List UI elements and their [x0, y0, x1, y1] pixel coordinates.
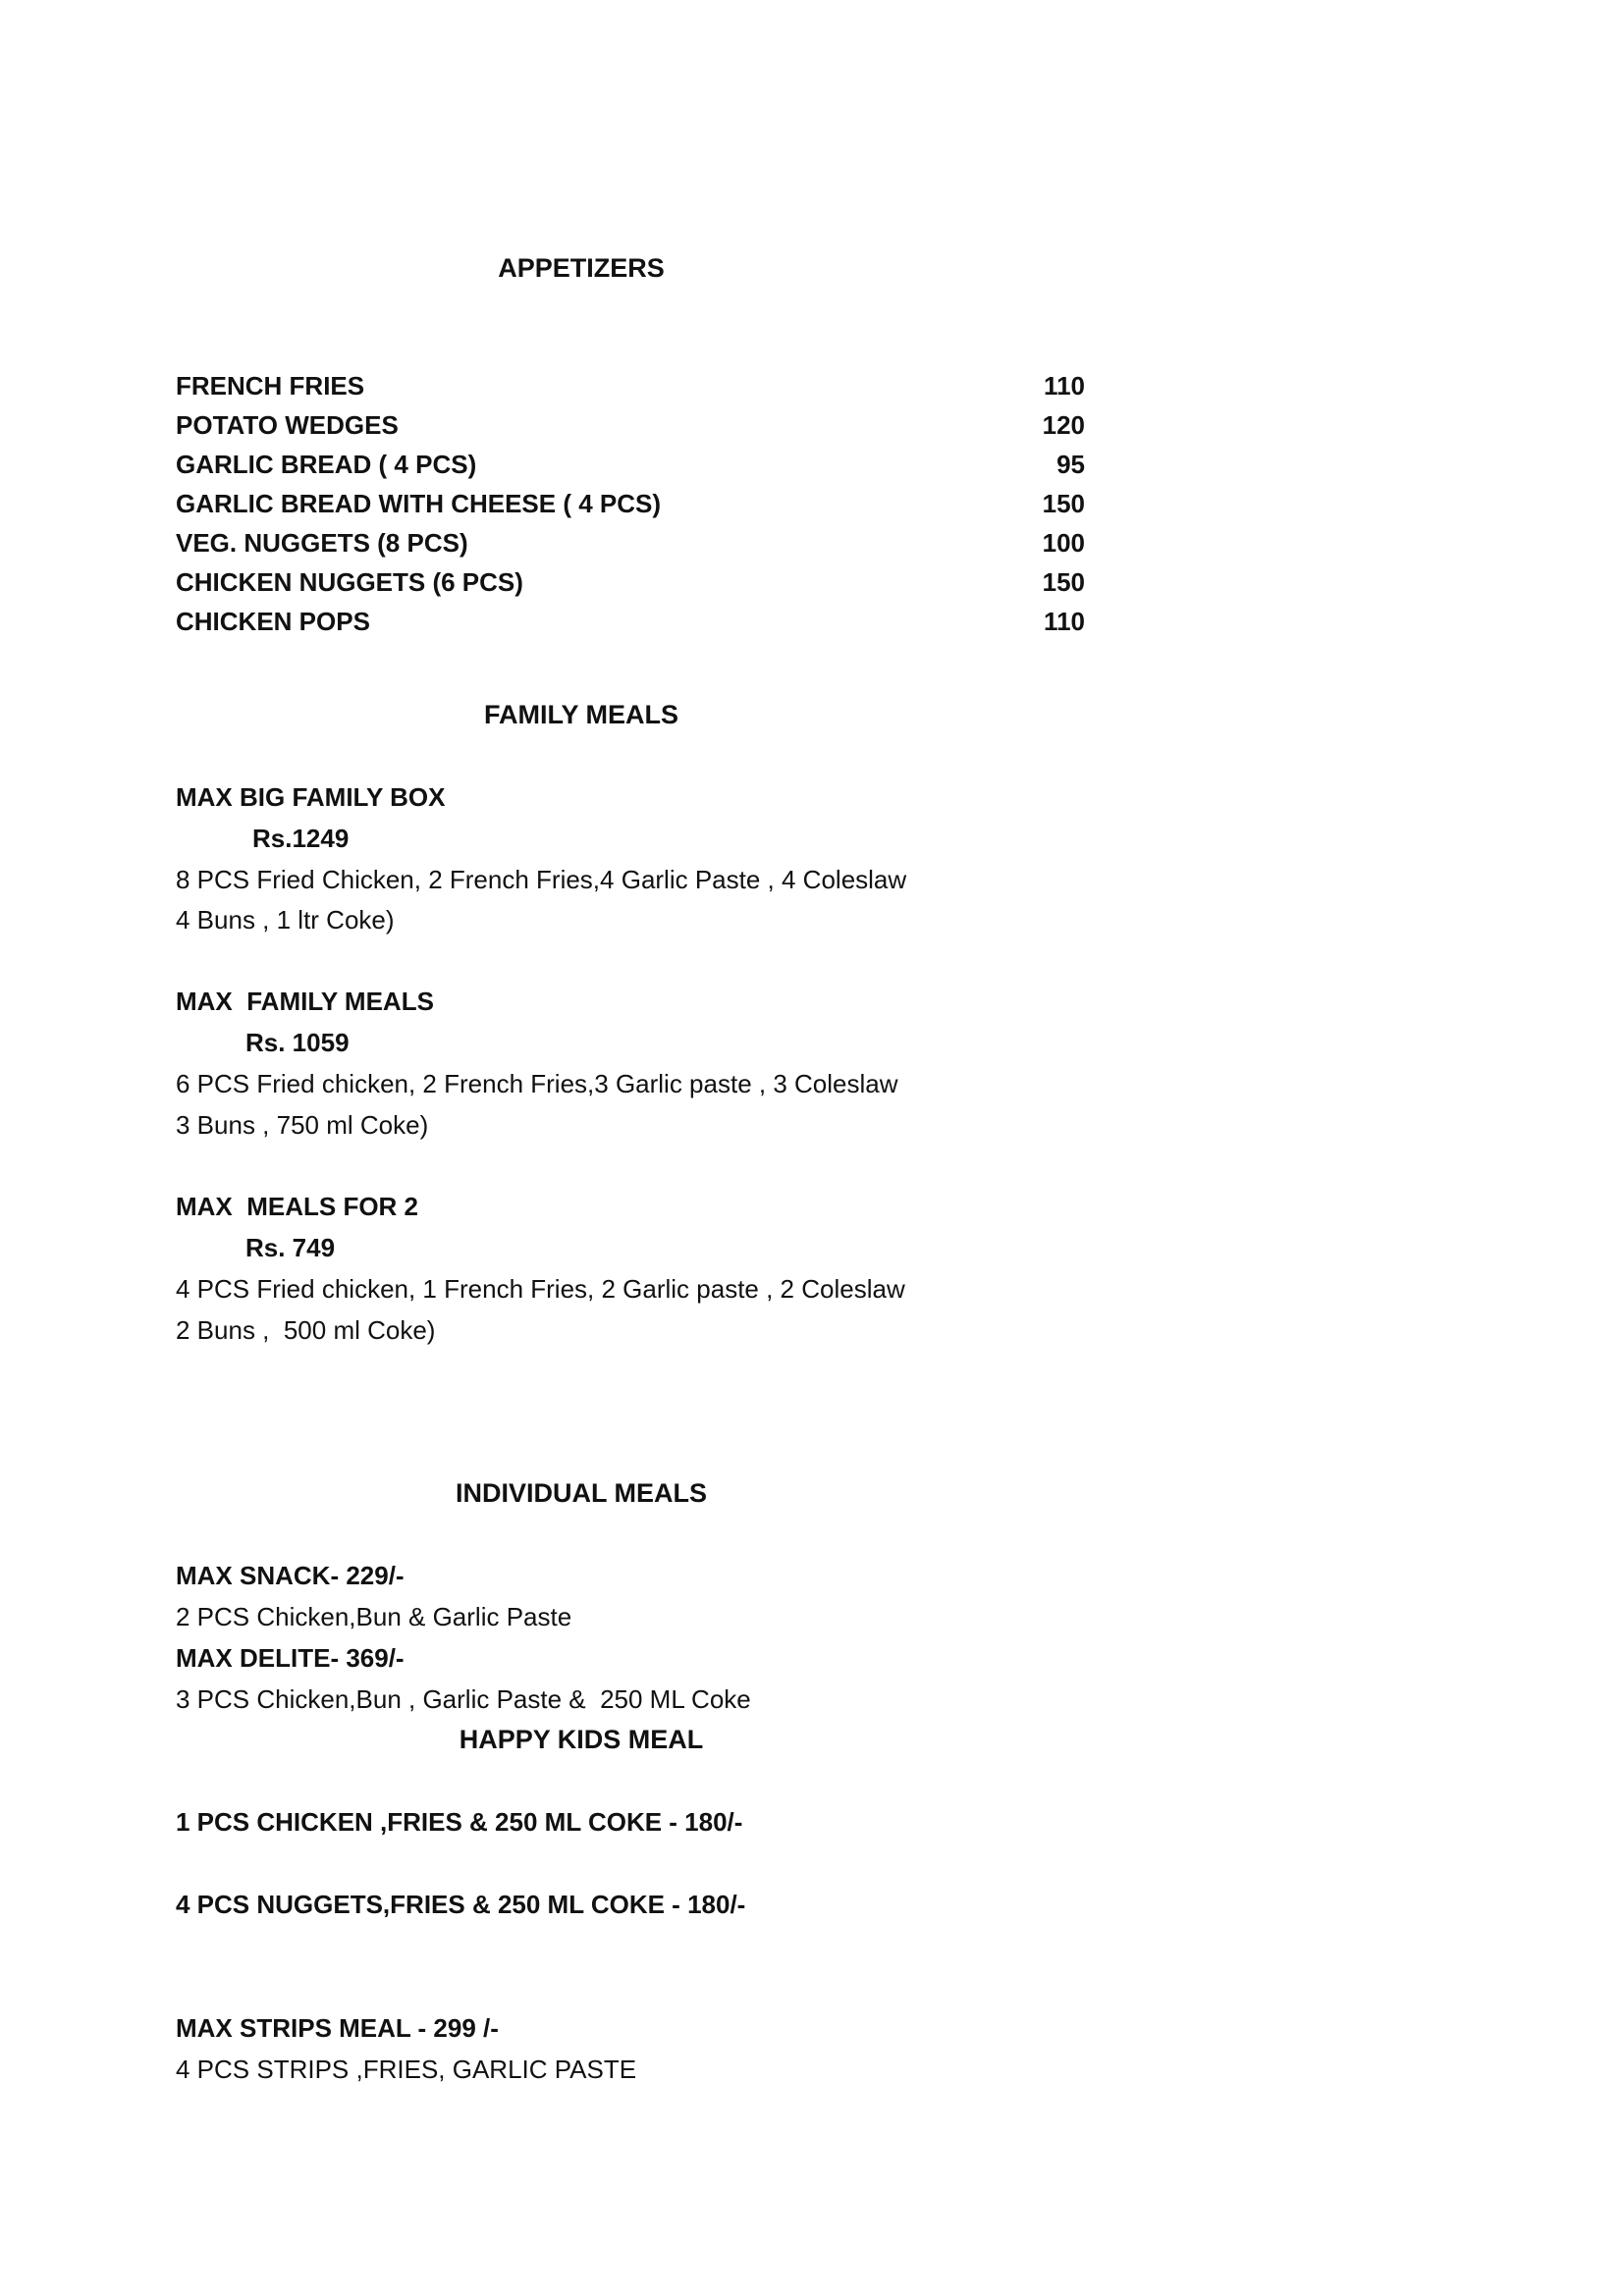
meal-name: MAX SNACK- 229/- — [176, 1561, 405, 1590]
meal-name: MAX FAMILY MEALS — [176, 987, 434, 1016]
individual-meals-heading: INDIVIDUAL MEALS — [455, 1478, 707, 1508]
meal-name: MAX MEALS FOR 2 — [176, 1192, 419, 1221]
meal-description: 3 Buns , 750 ml Coke) — [176, 1110, 429, 1140]
meal-price: Rs. 1059 — [245, 1028, 350, 1057]
meal-description: 4 Buns , 1 ltr Coke) — [176, 905, 395, 934]
kids-meal-item: 4 PCS NUGGETS,FRIES & 250 ML COKE - 180/- — [176, 1890, 746, 1919]
appetizer-name: FRENCH FRIES — [176, 371, 365, 400]
appetizer-name: GARLIC BREAD WITH CHEESE ( 4 PCS) — [176, 489, 662, 518]
appetizer-price: 110 — [1044, 371, 1085, 400]
meal-description: 8 PCS Fried Chicken, 2 French Fries,4 Garlic Paste , 4 Coleslaw — [176, 865, 907, 894]
appetizer-name: CHICKEN POPS — [176, 607, 370, 636]
appetizer-price: 150 — [1042, 489, 1085, 518]
appetizer-price: 110 — [1044, 607, 1085, 636]
happy-kids-meal-heading: HAPPY KIDS MEAL — [459, 1725, 704, 1754]
appetizer-name: VEG. NUGGETS (8 PCS) — [176, 528, 468, 558]
meal-name: MAX STRIPS MEAL - 299 /- — [176, 2013, 499, 2043]
meal-name: MAX DELITE- 369/- — [176, 1643, 405, 1673]
meal-description: 3 PCS Chicken,Bun , Garlic Paste & 250 ML Coke — [176, 1684, 751, 1714]
meal-description: 4 PCS STRIPS ,FRIES, GARLIC PASTE — [176, 2055, 637, 2084]
meal-price: Rs. 749 — [245, 1233, 336, 1262]
meal-description: 2 Buns , 500 ml Coke) — [176, 1315, 436, 1345]
appetizer-price: 95 — [1056, 450, 1085, 479]
appetizer-price: 150 — [1042, 567, 1085, 597]
appetizer-name: POTATO WEDGES — [176, 410, 399, 440]
meal-description: 4 PCS Fried chicken, 1 French Fries, 2 Garlic paste , 2 Coleslaw — [176, 1274, 905, 1304]
appetizer-name: CHICKEN NUGGETS (6 PCS) — [176, 567, 523, 597]
appetizers-heading: APPETIZERS — [498, 253, 665, 283]
appetizer-price: 120 — [1042, 410, 1085, 440]
kids-meal-item: 1 PCS CHICKEN ,FRIES & 250 ML COKE - 180/- — [176, 1807, 743, 1837]
meal-description: 2 PCS Chicken,Bun & Garlic Paste — [176, 1602, 572, 1631]
appetizer-price: 100 — [1042, 528, 1085, 558]
meal-price: Rs.1249 — [252, 824, 350, 853]
meal-name: MAX BIG FAMILY BOX — [176, 782, 446, 812]
family-meals-heading: FAMILY MEALS — [483, 700, 679, 729]
meal-description: 6 PCS Fried chicken, 2 French Fries,3 Garlic paste , 3 Coleslaw — [176, 1069, 898, 1098]
appetizer-name: GARLIC BREAD ( 4 PCS) — [176, 450, 477, 479]
